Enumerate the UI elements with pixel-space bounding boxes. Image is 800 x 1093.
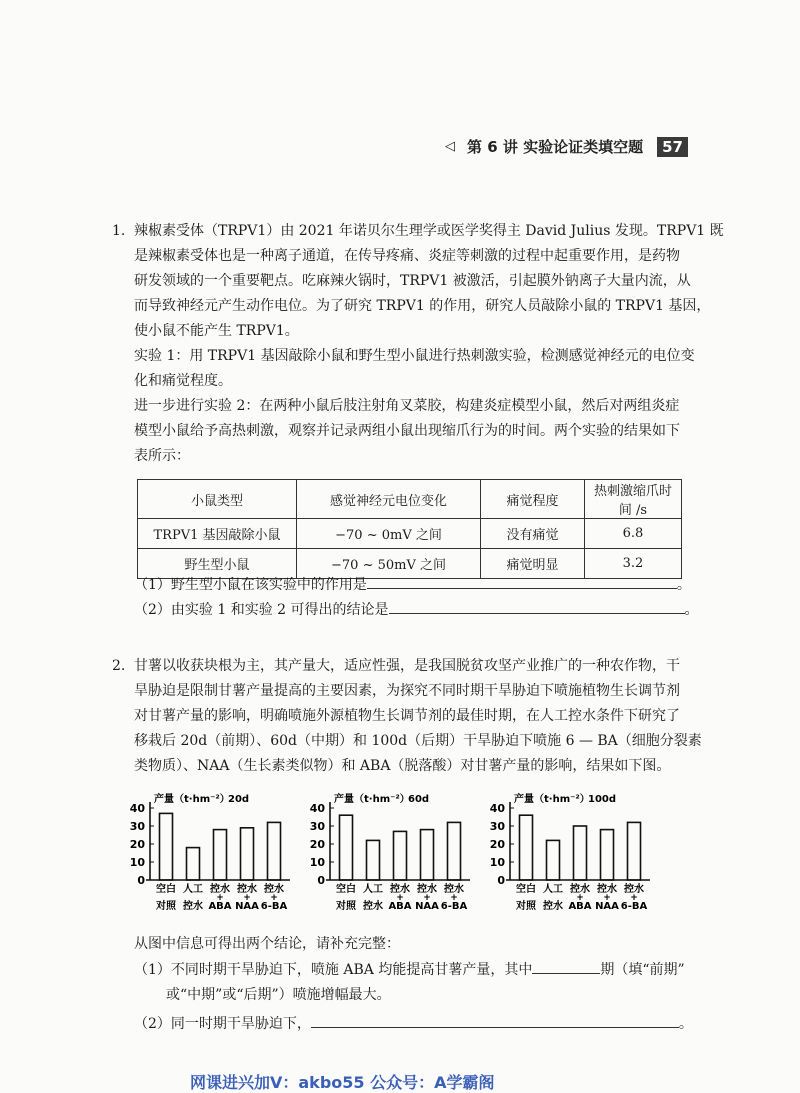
table-cell: 野生型小鼠: [138, 549, 297, 579]
chart-category-bottom: 控水: [183, 901, 203, 912]
q1-sub2-period: 。: [684, 602, 699, 618]
chart-y-tick-label: 20: [489, 838, 505, 851]
q1-exp1-line: 化和痛觉程度。: [134, 373, 232, 389]
chart-category-bottom: 对照: [336, 901, 356, 912]
chart-category-top: 控水: [624, 884, 644, 895]
chart-ylabel: 产量（t·hm⁻²）: [154, 794, 230, 805]
q1-sub2-answer-blank[interactable]: [389, 599, 685, 614]
chart-category-top: 人工: [543, 884, 563, 895]
q2-sub2-period: 。: [678, 1016, 693, 1032]
q1-sub2-text: （2）由实验 1 和实验 2 可得出的结论是: [134, 602, 389, 618]
chart-bar: [367, 840, 380, 880]
chart-period-label: 20d: [228, 794, 250, 805]
chart-y-tick-label: 30: [489, 820, 505, 833]
chart-category-bottom: 控水: [363, 901, 383, 912]
chart-period-label: 100d: [588, 794, 617, 805]
q2-number: 2.: [112, 658, 126, 674]
q2-line: 类物质）、NAA（生长素类似物）和 ABA（脱落酸）对甘薯产量的影响，结果如下图。: [134, 758, 671, 774]
chart-category-top: 空白: [336, 884, 356, 895]
footer-watermark: 网课进兴加V：akbo55 公众号：A学霸阁: [190, 1073, 495, 1092]
chart-category-bottom: ABA: [568, 901, 592, 912]
q1-body: [134, 219, 724, 469]
chart-category-mid: +: [396, 893, 404, 903]
q1-sub1-period: 。: [676, 577, 691, 593]
chapter-arrow-icon: ◁: [445, 139, 456, 154]
chart-category-top: 空白: [156, 884, 176, 895]
chart-category-top: 空白: [516, 884, 536, 895]
table-cell: 痛觉明显: [481, 549, 585, 579]
q1-exp2-line: 表所示：: [134, 448, 190, 464]
chart-y-tick-label: 40: [309, 802, 325, 815]
q2-sub1-text-b: 期（填“前期”: [600, 962, 685, 978]
q1-number: 1.: [112, 223, 126, 239]
chart-y-tick-label: 40: [129, 802, 145, 815]
chart-y-tick-label: 10: [129, 856, 145, 869]
chart-category-top: 控水: [570, 884, 590, 895]
chart-category-bottom: 对照: [516, 901, 536, 912]
q1-line: 研发领域的一个重要靶点。吃麻辣火锅时，TRPV1 被激活，引起膜外钠离子大量内流，从: [134, 273, 691, 289]
chart-category-bottom: ABA: [208, 901, 232, 912]
chart-bar: [394, 831, 407, 880]
q1-sub1: [134, 573, 691, 598]
chart-y-tick-label: 20: [309, 838, 325, 851]
chart-bar: [214, 830, 227, 880]
chart-category-bottom: 6-BA: [260, 901, 288, 912]
table-header-row: [138, 480, 682, 519]
chart-bar: [601, 830, 614, 880]
q1-sub2: [134, 598, 699, 623]
q1-sub1-text: （1）野生型小鼠在该实验中的作用是: [134, 577, 367, 593]
chart-category-mid: +: [630, 893, 638, 903]
chart-category-top: 控水: [390, 884, 410, 895]
chart-category-mid: +: [270, 893, 278, 903]
table-cell: 6.8: [585, 519, 682, 549]
chart-category-mid: +: [576, 893, 584, 903]
q1-line: 是辣椒素受体也是一种离子通道，在传导疼痛、炎症等刺激的过程中起重要作用，是药物: [134, 248, 680, 264]
q1-exp1-line: 实验 1：用 TRPV1 基因敲除小鼠和野生型小鼠进行热刺激实验，检测感觉神经元的电位变: [134, 348, 695, 364]
chart-category-mid: +: [450, 893, 458, 903]
chart-y-tick-label: 0: [317, 874, 325, 887]
chart-y-tick-label: 40: [489, 802, 505, 815]
q1-line: 辣椒素受体（TRPV1）由 2021 年诺贝尔生理学或医学奖得主 David Julius 发现。TRPV1 既: [134, 223, 724, 239]
q2-sub2-text: （2）同一时期干旱胁迫下，: [134, 1016, 311, 1032]
chart-bar: [547, 840, 560, 880]
chart-bar: [421, 830, 434, 880]
chart-bar: [268, 822, 281, 880]
chart-category-bottom: NAA: [595, 901, 619, 912]
table-header-cell: 热刺激缩爪时间 /s: [585, 480, 682, 519]
chart-category-bottom: NAA: [415, 901, 439, 912]
chart-category-top: 控水: [210, 884, 230, 895]
chart-category-mid: +: [603, 893, 611, 903]
q2-after-chart: 从图中信息可得出两个结论，请补充完整：: [134, 936, 400, 952]
chart-category-bottom: 6-BA: [620, 901, 648, 912]
chart-y-tick-label: 10: [489, 856, 505, 869]
chart-category-top: 控水: [237, 884, 257, 895]
chart-y-tick-label: 20: [129, 838, 145, 851]
chart-bar: [340, 815, 353, 880]
q2-body: [134, 654, 702, 779]
chart-bar: [574, 826, 587, 880]
q2-charts: [120, 790, 680, 925]
table-cell: −70 ~ 0mV 之间: [297, 519, 481, 549]
table-header-cell: 痛觉程度: [481, 480, 585, 519]
q2-line: 移栽后 20d（前期）、60d（中期）和 100d（后期）干旱胁迫下喷施 6 — BA（细胞分裂素: [134, 733, 702, 749]
chapter-title: 第 6 讲 实验论证类填空题: [467, 138, 644, 156]
chart-category-bottom: 控水: [543, 901, 563, 912]
q2-line: 对甘薯产量的影响，明确喷施外源植物生长调节剂的最佳时期，在人工控水条件下研究了: [134, 708, 680, 724]
chart-category-mid: +: [243, 893, 251, 903]
table-cell: −70 ~ 50mV 之间: [297, 549, 481, 579]
q2-sub1-text: （1）不同时期干旱胁迫下，喷施 ABA 均能提高甘薯产量，其中: [134, 962, 533, 978]
chart-bar: [628, 822, 641, 880]
table-row: [138, 519, 682, 549]
chart-period-label: 60d: [408, 794, 430, 805]
chart-bar: [187, 848, 200, 880]
q2-sub1-answer-blank[interactable]: [532, 959, 600, 974]
q2-sub1: [134, 958, 685, 983]
chart-bar: [520, 815, 533, 880]
chart-bar: [160, 813, 173, 880]
q1-line: 而导致神经元产生动作电位。为了研究 TRPV1 的作用，研究人员敲除小鼠的 TRPV1 基因，: [134, 298, 711, 314]
chart-category-bottom: NAA: [235, 901, 259, 912]
q2-sub1-cont: 或“中期”或“后期”）喷施增幅最大。: [166, 987, 391, 1003]
chart-category-bottom: 6-BA: [440, 901, 468, 912]
chart-ylabel: 产量（t·hm⁻²）: [334, 794, 410, 805]
chart-category-top: 人工: [363, 884, 383, 895]
q1-results-table: [137, 479, 682, 579]
chart-category-top: 控水: [444, 884, 464, 895]
table-cell: 3.2: [585, 549, 682, 579]
chart-category-top: 人工: [183, 884, 203, 895]
chart-y-tick-label: 0: [497, 874, 505, 887]
q2-line: 旱胁迫是限制甘薯产量提高的主要因素，为探究不同时期干旱胁迫下喷施植物生长调节剂: [134, 683, 680, 699]
chart-category-mid: +: [423, 893, 431, 903]
chart-ylabel: 产量（t·hm⁻²）: [514, 794, 590, 805]
q1-sub1-answer-blank[interactable]: [367, 574, 677, 589]
chart-bar: [448, 822, 461, 880]
chart-category-bottom: ABA: [388, 901, 412, 912]
chart-y-tick-label: 30: [129, 820, 145, 833]
table-cell: 没有痛觉: [481, 519, 585, 549]
table-header-cell: 小鼠类型: [138, 480, 297, 519]
chart-y-tick-label: 0: [137, 874, 145, 887]
chart-category-bottom: 对照: [156, 901, 176, 912]
chart-category-top: 控水: [597, 884, 617, 895]
q1-exp2-line: 进一步进行实验 2：在两种小鼠后肢注射角叉菜胶，构建炎症模型小鼠，然后对两组炎症: [134, 398, 680, 414]
page-header: [445, 136, 688, 157]
q1-exp2-line: 模型小鼠给予高热刺激，观察并记录两组小鼠出现缩爪行为的时间。两个实验的结果如下: [134, 423, 680, 439]
chart-y-tick-label: 30: [309, 820, 325, 833]
chart-bar: [241, 828, 254, 880]
page-number: 57: [657, 137, 688, 157]
q2-sub2: [134, 1012, 693, 1037]
chart-category-top: 控水: [417, 884, 437, 895]
chart-category-top: 控水: [264, 884, 284, 895]
table-cell: TRPV1 基因敲除小鼠: [138, 519, 297, 549]
q1-line: 使小鼠不能产生 TRPV1。: [134, 323, 299, 339]
q2-line: 甘薯以收获块根为主，其产量大，适应性强，是我国脱贫攻坚产业推广的一种农作物，干: [134, 658, 680, 674]
chart-y-tick-label: 10: [309, 856, 325, 869]
chart-category-mid: +: [216, 893, 224, 903]
table-header-cell: 感觉神经元电位变化: [297, 480, 481, 519]
q2-sub2-answer-blank[interactable]: [311, 1013, 679, 1028]
